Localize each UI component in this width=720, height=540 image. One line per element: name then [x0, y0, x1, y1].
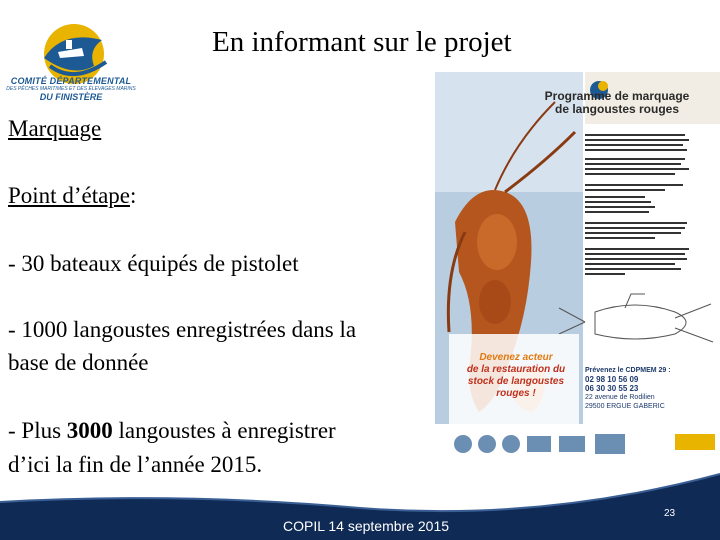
footer-label: COPIL 14 septembre 2015: [283, 518, 450, 534]
bullet-3-prefix: - Plus: [8, 418, 67, 443]
poster-callout-line2: de la restauration du: [466, 364, 566, 375]
point-etape: [8, 183, 136, 208]
logo-text: [2, 76, 140, 102]
logo-line1: COMITÉ DÉPARTEMENTAL: [10, 76, 132, 86]
section-heading: Marquage: [8, 116, 102, 141]
poster-heading-line1: Programme de marquage: [544, 89, 690, 103]
logo-line2: DES PÊCHES MARITIMES ET DES ÉLEVAGES MARINS: [6, 86, 136, 92]
point-colon: :: [130, 183, 137, 208]
bullet-1: - 30 bateaux équipés de pistolet: [8, 251, 299, 276]
poster-callout-line1: Devenez acteur: [479, 352, 553, 363]
poster-callout-line3: stock de langoustes: [467, 376, 565, 387]
poster-phone1: 02 98 10 56 09: [585, 375, 639, 384]
bullet-3-bold: 3000: [66, 418, 113, 443]
poster-address1: 22 avenue de Rodilien: [585, 394, 655, 401]
poster-callout: [451, 352, 581, 400]
poster-image: [435, 72, 720, 464]
page-number: 23: [664, 508, 676, 519]
bullet-3-suffix: langoustes à enregistrer: [112, 418, 336, 443]
poster-contact-intro: Prévenez le CDPMEM 29 :: [585, 367, 671, 374]
bullet-2-line2: base de donnée: [8, 350, 149, 375]
poster-contact: [585, 366, 719, 411]
poster-callout-line4: rouges !: [496, 388, 536, 399]
poster-heading: [517, 90, 717, 116]
bullet-3-line1: [8, 418, 336, 443]
bullet-2-line1: - 1000 langoustes enregistrées dans la: [8, 317, 357, 342]
poster-heading-line2: de langoustes rouges: [554, 102, 680, 116]
bullet-3-line2: d’ici la fin de l’année 2015.: [8, 452, 263, 477]
logo-line3: DU FINISTÈRE: [39, 92, 103, 102]
slide-title: En informant sur le projet: [212, 26, 512, 58]
point-label: Point d’étape: [8, 183, 130, 208]
poster-phone2: 06 30 30 55 23: [585, 384, 639, 393]
poster-address2: 29500 ERGUE GABERIC: [585, 403, 665, 410]
